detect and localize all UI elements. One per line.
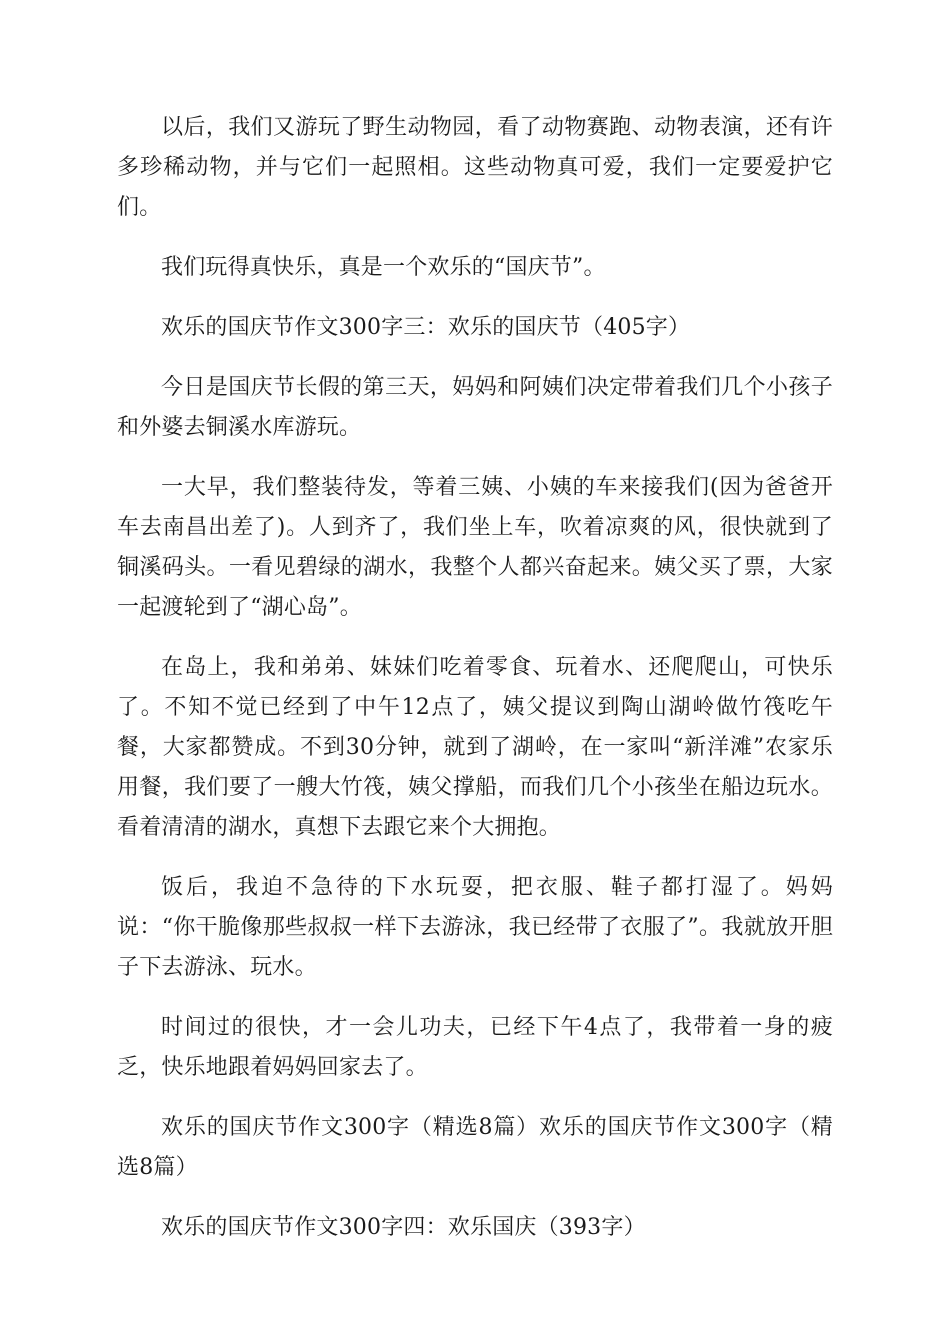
essay-heading-four: 欢乐的国庆节作文300字四：欢乐国庆（393字）: [161, 1215, 646, 1240]
paragraph-third-day: 今日是国庆节长假的第三天，妈妈和阿姨们决定带着我们几个小孩子和外婆去铜溪水库游玩。: [117, 375, 833, 440]
paragraph-zoo-visit: 以后，我们又游玩了野生动物园，看了动物赛跑、动物表演，还有许多珍稀动物，并与它们一起照相。这些动物真可爱，我们一定要爱护它们。: [117, 115, 833, 220]
essay-heading-three: 欢乐的国庆节作文300字三：欢乐的国庆节（405字）: [161, 315, 691, 340]
paragraph-early-morning: 一大早，我们整装待发，等着三姨、小姨的车来接我们(因为爸爸开车去南昌出差了)。人到齐了，我们坐上车，吹着凉爽的风，很快就到了铜溪码头。一看见碧绿的湖水，我整个人都兴奋起来。姨父买了票，大家一起渡轮到了“湖心岛”。: [117, 475, 833, 620]
paragraph-after-meal: 饭后，我迫不急待的下水玩耍，把衣服、鞋子都打湿了。妈妈说：“你干脆像那些叔叔一样下去游泳，我已经带了衣服了”。我就放开胆子下去游泳、玩水。: [117, 875, 833, 980]
paragraph-time-flies: 时间过的很快，才一会儿功夫，已经下午4点了，我带着一身的疲乏，快乐地跟着妈妈回家去了。: [117, 1015, 833, 1080]
document-body: [117, 108, 833, 1268]
paragraph-on-island: 在岛上，我和弟弟、妹妹们吃着零食、玩着水、还爬爬山，可快乐了。不知不觉已经到了中午12点了，姨父提议到陶山湖岭做竹筏吃午餐，大家都赞成。不到30分钟，就到了湖岭，在一家叫“新洋滩”农家乐用餐，我们要了一艘大竹筏，姨父撑船，而我们几个小孩坐在船边玩水。看着清清的湖水，真想下去跟它来个大拥抱。: [117, 655, 833, 840]
collection-title: 欢乐的国庆节作文300字（精选8篇）欢乐的国庆节作文300字（精选8篇）: [117, 1115, 833, 1180]
paragraph-happy-national-day: 我们玩得真快乐，真是一个欢乐的“国庆节”。: [161, 255, 606, 280]
